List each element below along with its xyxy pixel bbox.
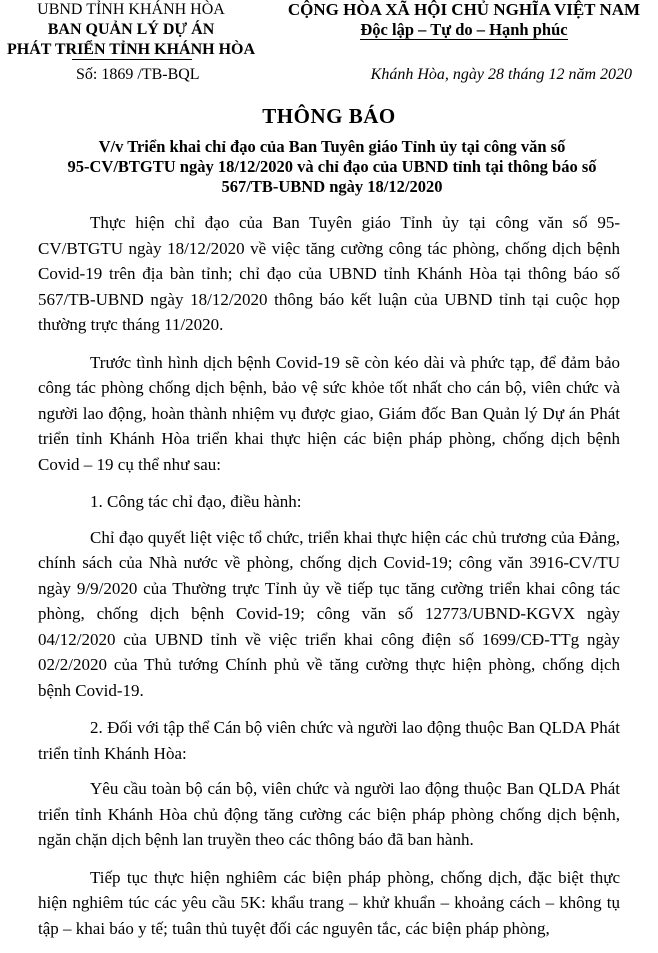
document-subject (40, 137, 624, 197)
national-title: CỘNG HÒA XÃ HỘI CHỦ NGHĨA VIỆT NAM (287, 0, 641, 19)
section-heading-2: 2. Đối với tập thể Cán bộ viên chức và người lao động thuộc Ban QLDA Phát triển tỉnh Khánh Hòa: (38, 718, 620, 763)
document-title: THÔNG BÁO (262, 104, 396, 128)
agency-line-3: PHÁT TRIỂN TỈNH KHÁNH HÒA (6, 41, 256, 58)
document-number: Số: 1869 /TB-BQL (76, 66, 200, 83)
paragraph-2: Trước tình hình dịch bệnh Covid-19 sẽ còn kéo dài và phức tạp, để đảm bảo công tác phòng chống dịch bệnh, bảo vệ sức khỏe tốt nhất cho cán bộ, viên chức và người lao động, hoàn thành nhiệm vụ được giao, Giám đốc Ban Quản lý Dự án Phát triển tỉnh Khánh Hòa triển khai thực hiện các biện pháp phòng, chống dịch bệnh Covid – 19 cụ thể như sau: (38, 352, 620, 474)
agency-line-1: UBND TỈNH KHÁNH HÒA (37, 1, 225, 18)
national-header-block (270, 0, 658, 40)
agency-line-2: BAN QUẢN LÝ DỰ ÁN (47, 21, 215, 38)
place-and-date: Khánh Hòa, ngày 28 tháng 12 năm 2020 (370, 66, 632, 83)
paragraph-3: Chỉ đạo quyết liệt việc tổ chức, triển khai thực hiện các chủ trương của Đảng, chính sách của Nhà nước về phòng, chống dịch Covid-19; công văn 3916-CV/TU ngày 9/9/2020 của Thường trực Tỉnh ủy về tiếp tục tăng cường triển khai công tác phòng, chống dịch bệnh Covid-19; công văn số 12773/UBND-KGVX ngày 04/12/2020 của UBND tỉnh về việc triển khai công điện số 1699/CĐ-TTg ngày 02/2/2020 của Thủ tướng Chính phủ về tăng cường thực hiện phòng, chống dịch bệnh Covid-19. (38, 527, 620, 700)
subject-line-1: V/v Triển khai chỉ đạo của Ban Tuyên giáo Tỉnh ủy tại công văn số (98, 137, 566, 156)
paragraph-1: Thực hiện chỉ đạo của Ban Tuyên giáo Tỉnh ủy tại công văn số 95-CV/BTGTU ngày 18/12/2020 về việc tăng cường công tác phòng, chống dịch bệnh Covid-19 trên địa bàn tỉnh; chỉ đạo của UBND tỉnh Khánh Hòa tại thông báo số 567/TB-UBND ngày 18/12/2020 thông báo kết luận của UBND tỉnh tại cuộc họp thường trực tháng 11/2020. (38, 213, 620, 334)
paragraph-5: Tiếp tục thực hiện nghiêm các biện pháp phòng, chống dịch, đặc biệt thực hiện nghiêm túc các yêu cầu 5K: khẩu trang – khử khuẩn – khoảng cách – không tụ tập – khai báo y tế; tuân thủ tuyệt đối các nguyên tắc, các biện pháp phòng, (38, 867, 620, 938)
agency-underline (72, 59, 192, 60)
national-motto: Độc lập – Tự do – Hạnh phúc (360, 20, 568, 39)
subject-line-3: 567/TB-UBND ngày 18/12/2020 (221, 177, 443, 196)
section-heading-1: 1. Công tác chỉ đạo, điều hành: (90, 492, 302, 511)
issuing-agency-block (0, 0, 262, 60)
document-body (38, 210, 620, 953)
paragraph-4: Yêu cầu toàn bộ cán bộ, viên chức và người lao động thuộc Ban QLDA Phát triển tỉnh Khánh Hòa chủ động tăng cường các biện pháp phòng chống dịch bệnh, ngăn chặn dịch bệnh lan truyền theo các thông báo đã ban hành. (38, 779, 620, 849)
subject-line-2: 95-CV/BTGTU ngày 18/12/2020 và chỉ đạo của UBND tỉnh tại thông báo số (67, 157, 597, 176)
